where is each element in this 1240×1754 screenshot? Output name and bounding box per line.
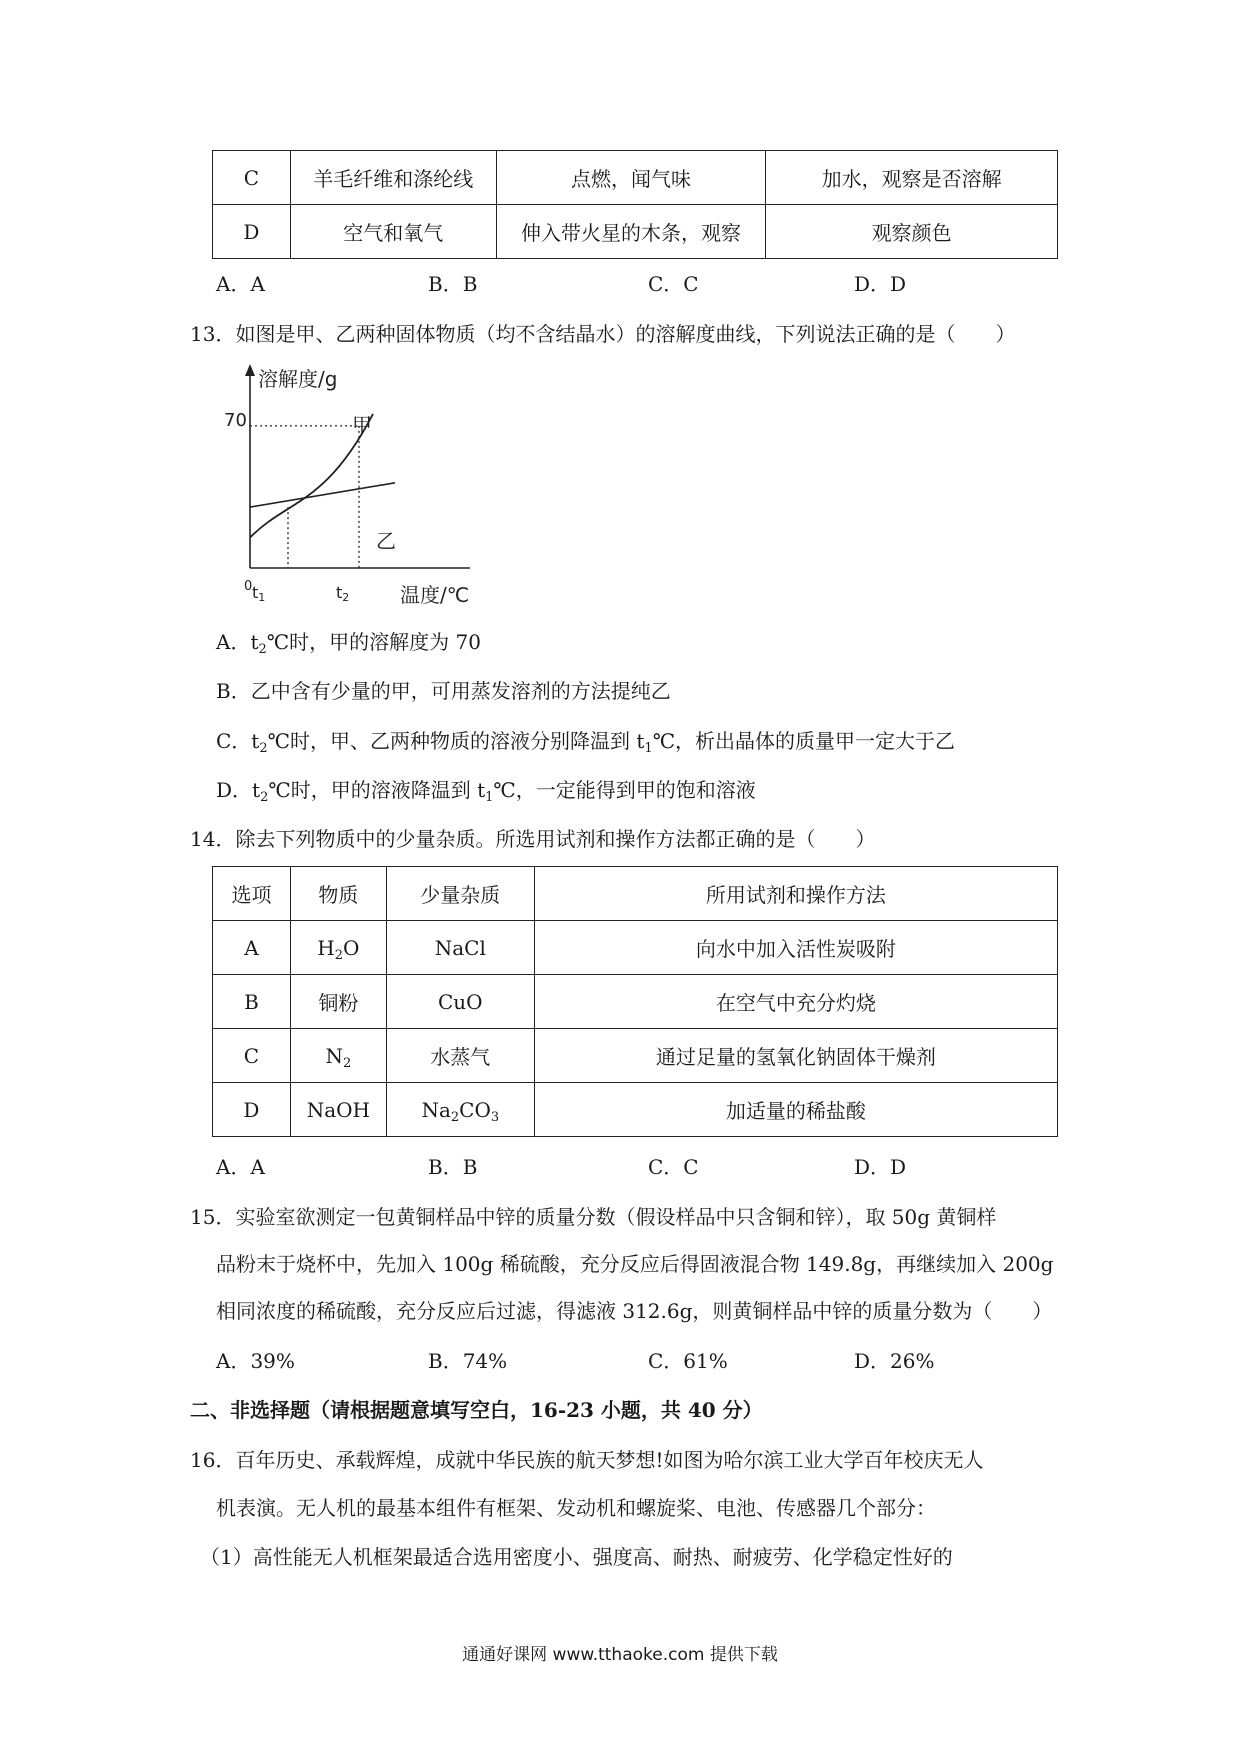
q14-table (212, 866, 1058, 1137)
table-header-row (213, 867, 1058, 921)
table-cell: 加适量的稀盐酸 (534, 1083, 1057, 1137)
q14-option-b: B．B (428, 1155, 478, 1179)
q14-stem: 14．除去下列物质中的少量杂质。所选用试剂和操作方法都正确的是（ ） (190, 827, 876, 851)
table-cell: NaCl (386, 921, 534, 975)
table-cell: 加水，观察是否溶解 (766, 151, 1058, 205)
q13-option-b: B．乙中含有少量的甲，可用蒸发溶剂的方法提纯乙 (216, 679, 671, 703)
table-header-cell: 选项 (213, 867, 291, 921)
x-tick-label-t2: t2 (336, 583, 350, 604)
table-cell: NaOH (290, 1083, 386, 1137)
q12-option-d: D．D (854, 272, 907, 296)
table-row (213, 1029, 1058, 1083)
table-cell: $H_2O$ (290, 921, 386, 975)
table-cell: 在空气中充分灼烧 (534, 975, 1057, 1029)
table-row (213, 921, 1058, 975)
q15-option-c: C．61% (648, 1349, 728, 1373)
q14-option-c: C．C (648, 1155, 699, 1179)
q12-option-a: A．A (216, 272, 265, 296)
q16-line-3: （1）高性能无人机框架最适合选用密度小、强度高、耐热、耐疲劳、化学稳定性好的 (200, 1545, 953, 1569)
table-cell: $Na_2CO_3$ (386, 1083, 534, 1137)
table-cell: B (213, 975, 291, 1029)
q13-option-d: D．$t_2℃$时，甲的溶液降温到 $t_1℃$，一定能得到甲的饱和溶液 (216, 778, 756, 805)
section-title: 二、非选择题（请根据题意填写空白，16-23 小题，共 40 分） (190, 1398, 763, 1422)
q13-option-a: A．$t_2℃$时，甲的溶解度为 70 (216, 630, 481, 657)
y-axis-label: 溶解度/g (258, 367, 338, 391)
q15-line-3: 相同浓度的稀硫酸，充分反应后过滤，得滤液 312.6g，则黄铜样品中锌的质量分数为（ ） (216, 1299, 1053, 1323)
q12-option-b: B．B (428, 272, 478, 296)
series-label-yi: 乙 (376, 529, 396, 553)
table-header-cell: 所用试剂和操作方法 (534, 867, 1057, 921)
table-cell: 点燃，闻气味 (496, 151, 766, 205)
q15-option-b: B．74% (428, 1349, 508, 1373)
x-tick-label-t1: t1 (252, 583, 266, 604)
y-axis-arrow (245, 364, 255, 376)
q13-option-c: C．$t_2℃$时，甲、乙两种物质的溶液分别降温到 $t_1℃$，析出晶体的质量甲一定大于乙 (216, 729, 956, 756)
q15-option-a: A．39% (216, 1349, 295, 1373)
table-cell: 向水中加入活性炭吸附 (534, 921, 1057, 975)
q12-table (212, 150, 1058, 259)
q13-stem: 13．如图是甲、乙两种固体物质（均不含结晶水）的溶解度曲线，下列说法正确的是（ ） (190, 322, 1016, 346)
table-row (213, 1083, 1058, 1137)
table-row (213, 151, 1058, 205)
q15-line-2: 品粉末于烧杯中，先加入 100g 稀硫酸，充分反应后得固液混合物 149.8g，再继续加入 200g (216, 1252, 1054, 1276)
table-row (213, 205, 1058, 259)
table-cell: 水蒸气 (386, 1029, 534, 1083)
table-cell: $N_2$ (290, 1029, 386, 1083)
x-axis-label: 温度/℃ (400, 583, 470, 607)
y-tick-label-70: 70 (224, 410, 247, 431)
solubility-chart (224, 362, 490, 622)
table-header-cell: 少量杂质 (386, 867, 534, 921)
table-cell: D (213, 1083, 291, 1137)
table-cell: C (213, 151, 291, 205)
table-row (213, 975, 1058, 1029)
q15-line-1: 15．实验室欲测定一包黄铜样品中锌的质量分数（假设样品中只含铜和锌），取 50g 黄铜样 (190, 1205, 997, 1229)
table-cell: 伸入带火星的木条，观察 (496, 205, 766, 259)
table-cell: D (213, 205, 291, 259)
q15-option-d: D．26% (854, 1349, 935, 1373)
q14-option-a: A．A (216, 1155, 265, 1179)
table-cell: 通过足量的氢氧化钠固体干燥剂 (534, 1029, 1057, 1083)
q16-line-1: 16．百年历史、承载辉煌，成就中华民族的航天梦想!如图为哈尔滨工业大学百年校庆无人 (190, 1448, 984, 1472)
table-cell: 羊毛纤维和涤纶线 (290, 151, 496, 205)
series-line-yi (250, 483, 395, 507)
table-cell: 观察颜色 (766, 205, 1058, 259)
q16-line-2: 机表演。无人机的最基本组件有框架、发动机和螺旋桨、电池、传感器几个部分： (216, 1496, 936, 1520)
q12-option-c: C．C (648, 272, 699, 296)
table-cell: 铜粉 (290, 975, 386, 1029)
table-cell: 空气和氧气 (290, 205, 496, 259)
table-header-cell: 物质 (290, 867, 386, 921)
table-cell: A (213, 921, 291, 975)
table-cell: CuO (386, 975, 534, 1029)
table-cell: C (213, 1029, 291, 1083)
page-footer: 通通好课网 www.tthaoke.com 提供下载 (462, 1645, 778, 1665)
origin-label: 0 (244, 579, 253, 594)
series-label-jia: 甲 (352, 413, 372, 437)
q14-option-d: D．D (854, 1155, 907, 1179)
